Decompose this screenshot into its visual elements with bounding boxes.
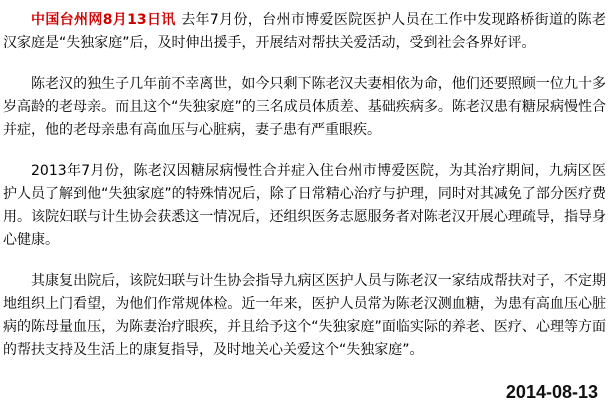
lead-text: 去年7月份，台州市博爱医院医护人员在工作中发现路桥街道的陈老汉家庭是“失独家庭”后，及时伸出援手，开展结对帮扶关爱活动，受到社会各界好评。	[3, 12, 606, 51]
publish-date: 2014-08-13	[505, 382, 598, 402]
paragraph-2: 陈老汉的独生子几年前不幸离世，如今只剩下陈老汉夫妻相依为命，他们还要照顾一位九十多岁高龄的老母亲。而且这个“失独家庭”的三名成员体质差、基础疾病多。陈老汉患有糖尿病慢性合并症，他的老母亲患有高血压与心脏病，妻子患有严重眼疾。	[3, 76, 606, 138]
paragraph-3: 2013年7月份，陈老汉因糖尿病慢性合并症入住台州市博爱医院，为其治疗期间，九病区医护人员了解到他“失独家庭”的特殊情况后，除了日常精心治疗与护理，同时对其减免了部分医疗费用。该院妇联与计生协会获悉这一情况后，还组织医务志愿服务者对陈老汉开展心理疏导，指导身心健康。	[3, 163, 606, 248]
paragraph-lead	[3, 9, 606, 55]
source-dateline: 中国台州网8月13日讯	[31, 12, 176, 28]
paragraph-4: 其康复出院后，该院妇联与计生协会指导九病区医护人员与陈老汉一家结成帮扶对子，不定期地组织上门看望，为他们作常规体检。近一年来，医护人员常为陈老汉测血糖，为患有高血压心脏病的陈母量血压，为陈妻治疗眼疾，并且给予这个“失独家庭”面临实际的养老、医疗、心理等方面的帮扶支持及生活上的康复指导，及时地关心关爱这个“失独家庭”。	[3, 273, 606, 358]
